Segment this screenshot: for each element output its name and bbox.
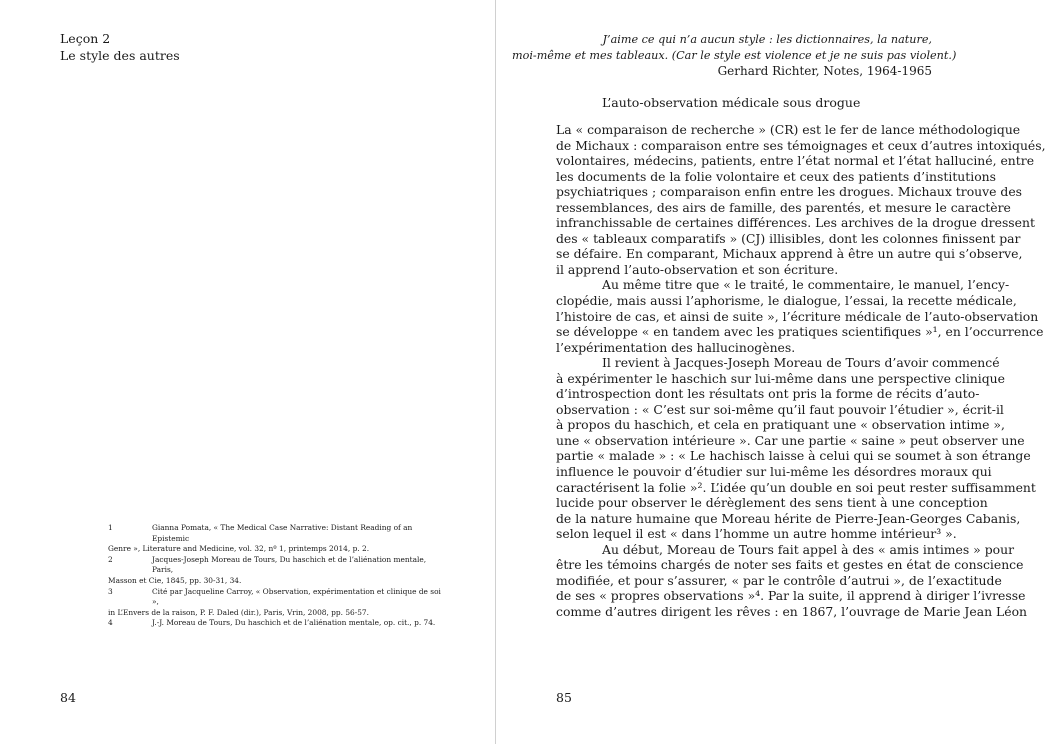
body-line: à propos du haschich, et cela en pratiquant une « observation intime »,: [556, 417, 1005, 433]
footnote-line: Cité par Jacqueline Carroy, « Observation, expérimentation et clinique de soi »,: [152, 586, 441, 607]
body-line: Au même titre que « le traité, le commentaire, le manuel, l’ency-: [602, 277, 1010, 293]
chapter-title: Le style des autres: [60, 48, 180, 63]
footnote: [108, 555, 448, 587]
footnote-text: [108, 586, 448, 619]
body-line: infranchissable de certaines différences. Les archives de la drogue dressent: [556, 215, 1035, 231]
footnote-line: Masson et Cie, 1845, pp. 30-31, 34.: [108, 575, 242, 585]
body-line: de Michaux : comparaison entre ses témoignages et ceux d’autres intoxiqués,: [556, 137, 1046, 153]
body-line: influence le pouvoir d’étudier sur lui-même les désordres moraux qui: [556, 464, 992, 480]
footnote-number: 3: [108, 586, 113, 596]
body-line: volontaires, médecins, patients, entre l’état normal et l’état halluciné, entre: [556, 153, 1035, 169]
page-number: 85: [556, 690, 572, 705]
epigraph-source: Gerhard Richter, Notes, 1964-1965: [717, 63, 932, 78]
running-head: [60, 30, 180, 64]
page-number: 84: [60, 690, 76, 705]
body-line: Au début, Moreau de Tours fait appel à des « amis intimes » pour: [602, 541, 1014, 557]
footnote-number: 4: [108, 618, 113, 628]
body-line: se développe « en tandem avec les pratiques scientifiques »¹, en l’occurrence: [556, 324, 1044, 340]
body-line: caractérisent la folie »². L’idée qu’un double en soi peut rester suffisamment: [556, 479, 1036, 495]
footnotes: [108, 523, 448, 629]
right-page: [496, 0, 1046, 744]
body-line: à expérimenter le haschich sur lui-même dans une perspective clinique: [556, 370, 1005, 386]
body-line: l’expérimentation des hallucinogènes.: [556, 339, 796, 355]
body-line: une « observation intérieure ». Car une partie « saine » peut observer une: [556, 432, 1025, 448]
body-line: observation : « C’est sur soi-même qu’il faut pouvoir l’étudier », écrit-il: [556, 401, 1004, 417]
body-line: clopédie, mais aussi l’aphorisme, le dialogue, l’essai, la recette médicale,: [556, 293, 1017, 309]
body-line: psychiatriques ; comparaison enfin entre les drogues. Michaux trouve des: [556, 184, 1023, 200]
footnote: [108, 523, 448, 555]
footnote-text: [152, 618, 448, 629]
footnote-line: Genre », Literature and Medicine, vol. 32, nº 1, printemps 2014, p. 2.: [108, 544, 370, 554]
body-line: ressemblances, des airs de famille, des parentés, et mesure le caractère: [556, 199, 1011, 215]
footnote-line: J.-J. Moreau de Tours, Du haschich et de l’aliénation mentale, op. cit., p. 74.: [152, 618, 436, 628]
footnote-number: 2: [108, 554, 113, 564]
body-line: partie « malade » : « Le hachisch laisse à celui qui se soumet à son étrange: [556, 448, 1031, 464]
body-line: selon lequel il est « dans l’homme un autre homme intérieur³ ».: [556, 526, 957, 542]
body-line: des « tableaux comparatifs » (CJ) illisibles, dont les colonnes finissent par: [556, 230, 1021, 246]
body-line: se défaire. En comparant, Michaux apprend à être un autre qui s’observe,: [556, 246, 1023, 262]
epigraph-line: moi-même et mes tableaux. (Car le style est violence et je ne suis pas violent.): [512, 48, 957, 62]
footnote: [108, 618, 448, 629]
footnote-text: [108, 554, 448, 587]
body-line: lucide pour observer le dérèglement des sens tient à une conception: [556, 495, 988, 511]
body-line: modifiée, et pour s’assurer, « par le contrôle d’autrui », de l’exactitude: [556, 572, 1002, 588]
body-text: [556, 122, 1046, 620]
footnote-line: Jacques-Joseph Moreau de Tours, Du haschich et de l’aliénation mentale, Paris,: [152, 554, 427, 575]
body-line: de ses « propres observations »⁴. Par la suite, il apprend à diriger l’ivresse: [556, 588, 1026, 604]
epigraph: [512, 32, 957, 79]
body-line: Il revient à Jacques-Joseph Moreau de Tours d’avoir commencé: [602, 355, 1000, 371]
left-page: [0, 0, 495, 744]
footnote-line: Gianna Pomata, « The Medical Case Narrative: Distant Reading of an Epistemic: [152, 523, 413, 543]
body-line: il apprend l’auto-observation et son écriture.: [556, 261, 839, 277]
body-line: l’histoire de cas, et ainsi de suite », l’écriture médicale de l’auto-observation: [556, 308, 1039, 324]
footnote-text: [108, 523, 448, 555]
section-title: L’auto-observation médicale sous drogue: [602, 95, 861, 110]
body-line: être les témoins chargés de noter ses faits et gestes en état de conscience: [556, 557, 1024, 573]
body-line: de la nature humaine que Moreau hérite de Pierre-Jean-Georges Cabanis,: [556, 510, 1021, 526]
body-line: La « comparaison de recherche » (CR) est le fer de lance méthodologique: [556, 122, 1021, 137]
epigraph-line: J’aime ce qui n’a aucun style : les dictionnaires, la nature,: [602, 33, 932, 46]
footnote: [108, 587, 448, 619]
body-line: d’introspection dont les résultats ont pris la forme de récits d’auto-: [556, 386, 980, 402]
chapter-label: Leçon 2: [60, 31, 111, 46]
body-line: les documents de la folie volontaire et ceux des patients d’institutions: [556, 168, 997, 184]
body-line: comme d’autres dirigent les rêves : en 1867, l’ouvrage de Marie Jean Léon: [556, 603, 1028, 619]
footnote-number: 1: [108, 523, 113, 532]
footnote-line: in L’Envers de la raison, P. F. Daled (dir.), Paris, Vrin, 2008, pp. 56-57.: [108, 607, 369, 617]
